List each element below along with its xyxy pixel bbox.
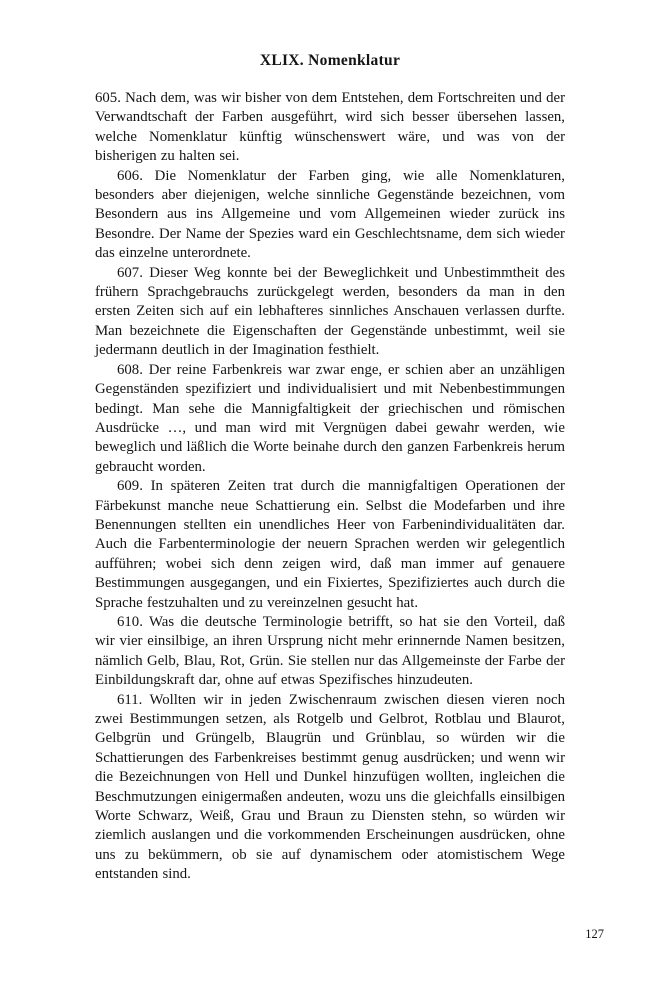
chapter-heading: XLIX. Nomenklatur xyxy=(259,52,401,69)
paragraph-605: 605. Nach dem, was wir bisher von dem Entstehen, dem Fortschreiten und der Verwandtschaft der Farben ausgeführt, wird sich besser übersehen lassen, welche Nomenklatur künftig wünschenswert wäre, und was von der bisherigen zu halten sei. xyxy=(95,90,565,165)
paragraph-611: 611. Wollten wir in jeden Zwischenraum zwischen diesen vieren noch zwei Bestimmungen setzen, als Rotgelb und Gelbrot, Rotblau und Blaurot, Gelbgrün und Grüngelb, Blaugrün und Grünblau, so würden wir die Schattierungen des Farbenkreises bestimmt genug ausdrücken; und wenn wir die Bezeichnungen von Hell und Dunkel hinzufügen wollten, ingleichen die Beschmutzungen einigermaßen andeuten, wozu uns die gleichfalls einsilbigen Worte Schwarz, Weiß, Grau und Braun zu Diensten stehn, so würden wir ziemlich auslangen und die vorkommenden Erscheinungen ausdrücken, ohne uns zu bekümmern, ob sie auf dynamischem oder atomistischem Wege entstanden sind. xyxy=(95,691,565,883)
paragraph-607: 607. Dieser Weg konnte bei der Beweglichkeit und Unbestimmtheit des frühern Sprachgebrauchs zurückgelegt werden, besonders da man in den ersten Zeiten sich auf ein lebhafteres sinnliches Anschauen verlassen durfte. Man bezeichnete die Eigenschaften der Gegenstände unbestimmt, weil sie jedermann deutlich in der Imagination festhielt. xyxy=(95,264,565,359)
page-body xyxy=(95,89,565,885)
page-number: 127 xyxy=(585,927,604,941)
paragraph-609: 609. In späteren Zeiten trat durch die mannigfaltigen Operationen der Färbekunst manche neue Schattierung ein. Selbst die Modefarben und ihre Benennungen stellten ein unendliches Heer von Farbenindividualitäten dar. Auch die Farbenterminologie der neuern Sprachen werden wir gelegentlich aufführen; wobei sich denn zeigen wird, daß man immer auf genauere Bestimmungen ausgegangen, und ein Fixiertes, Spezifiziertes auch durch die Sprache festzuhalten und zu vereinzelnen gesucht hat. xyxy=(95,478,565,611)
paragraph-606: 606. Die Nomenklatur der Farben ging, wie alle Nomenklaturen, besonders aber diejenigen, welche sinnliche Gegenstände bezeichnen, vom Besondern aus ins Allgemeine und vom Allgemeinen wieder zurück ins Besondre. Der Name der Spezies ward ein Geschlechtsname, dem sich wieder das einzelne unterordnete. xyxy=(95,167,565,262)
paragraph-610: 610. Was die deutsche Terminologie betrifft, so hat sie den Vorteil, daß wir vier einsilbige, an ihren Ursprung nicht mehr erinnernde Namen besitzen, nämlich Gelb, Blau, Rot, Grün. Sie stellen nur das Allgemeinste der Farbe der Einbildungskraft dar, ohne auf etwas Spezifisches hinzudeuten. xyxy=(95,613,565,689)
paragraph-608: 608. Der reine Farbenkreis war zwar enge, er schien aber an unzähligen Gegenständen spezifiziert und individualisiert und mit Nebenbestimmungen bedingt. Man sehe die Mannigfaltigkeit der griechischen und römischen Ausdrücke …, und man wird mit Vergnügen dabei gewahr werden, wie beweglich und läßlich die Worte beinahe durch den ganzen Farbenkreis herum gebraucht worden. xyxy=(95,361,565,475)
